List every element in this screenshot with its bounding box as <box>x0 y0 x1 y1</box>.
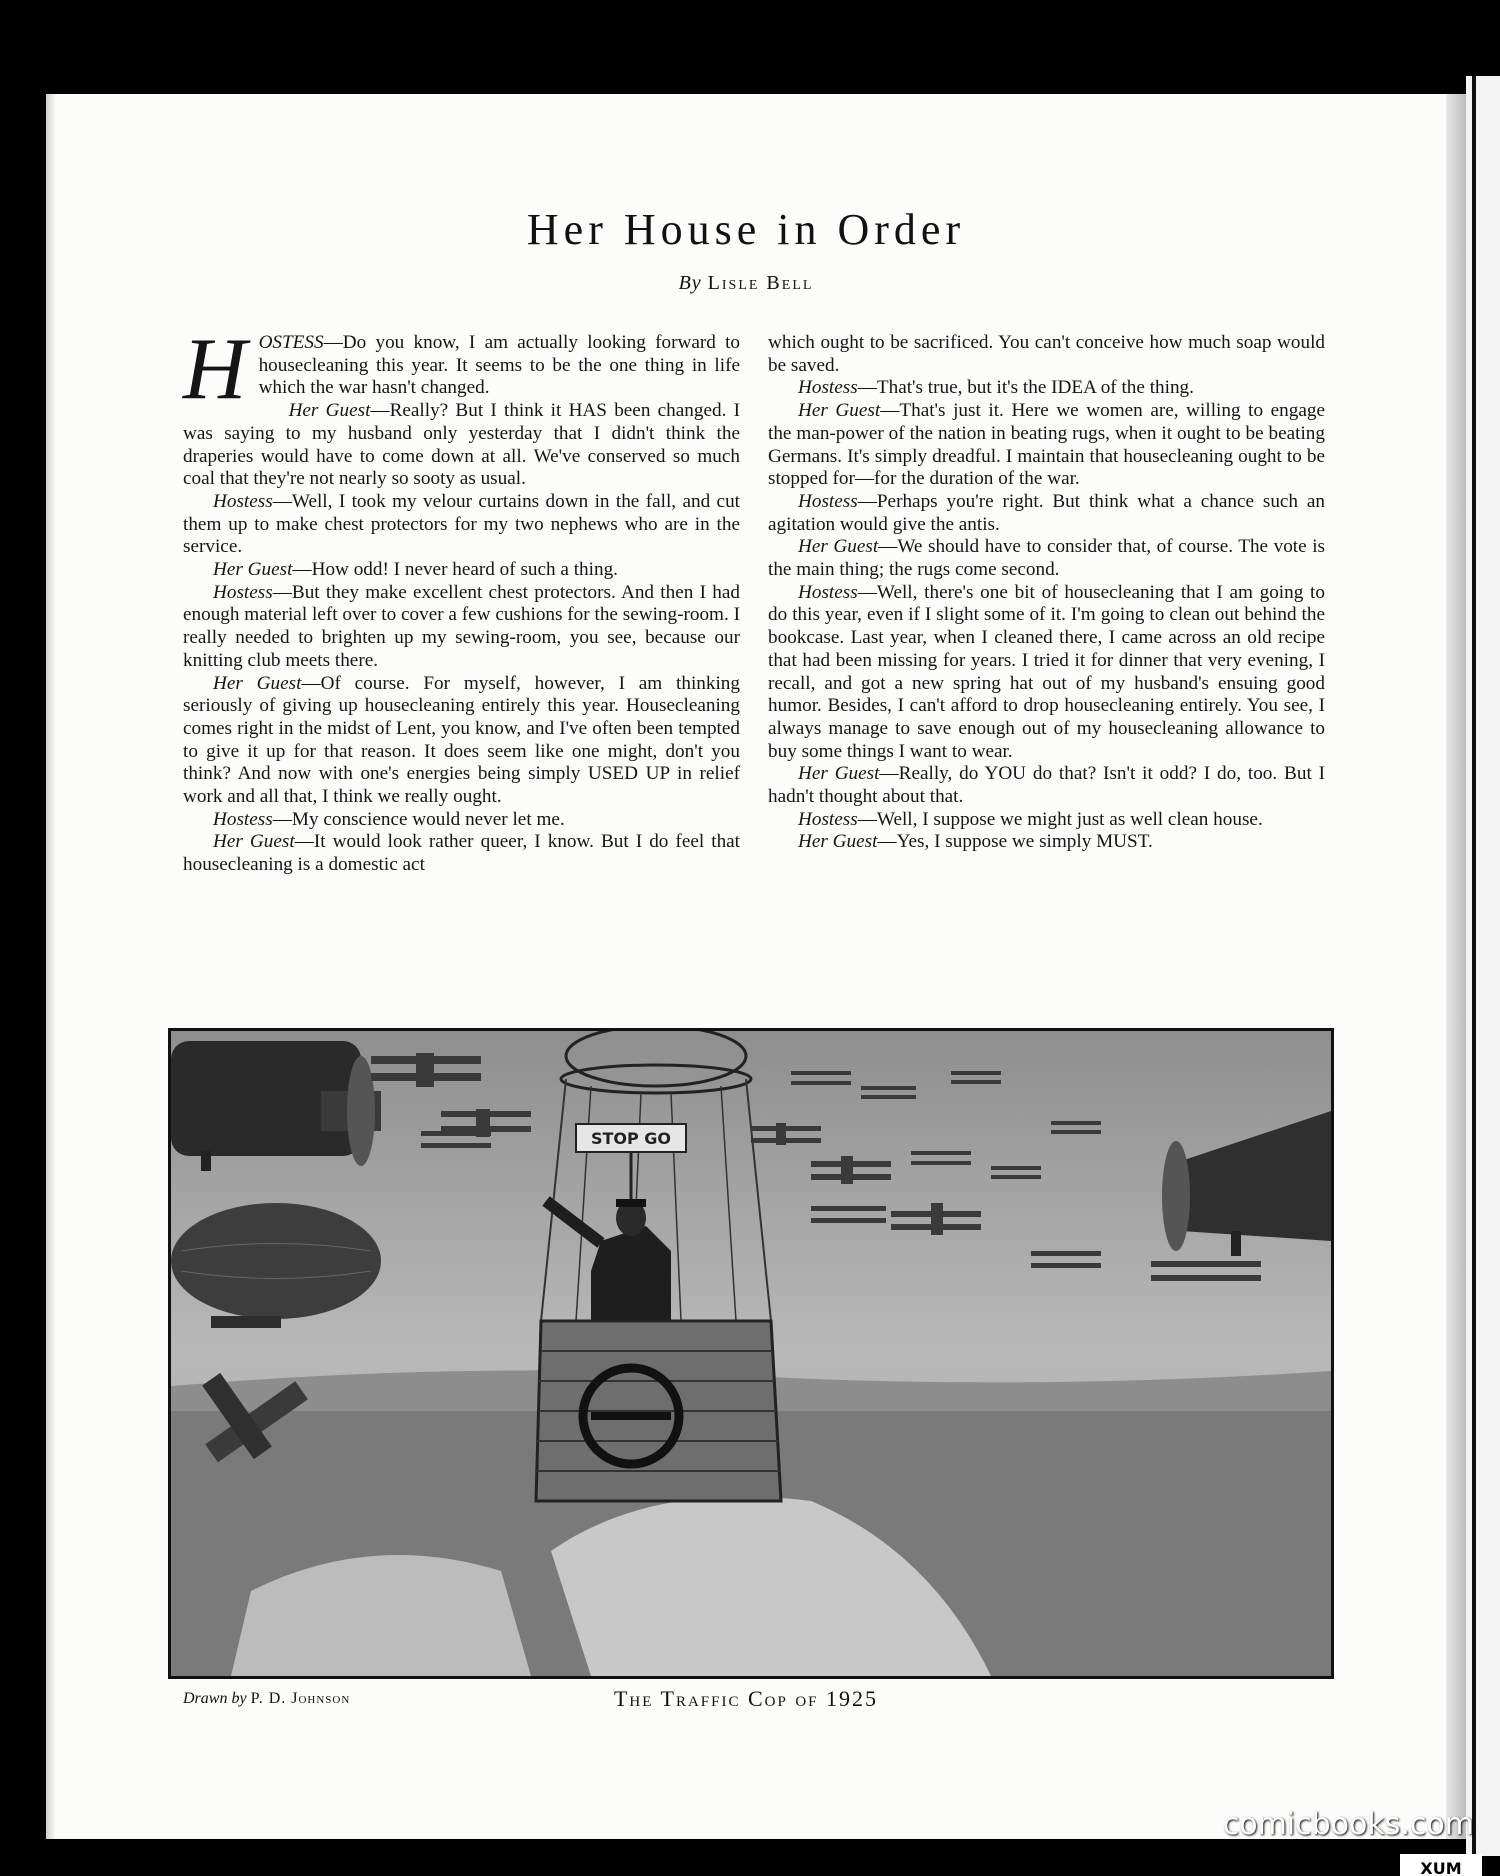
paragraph-text: —Do you know, I am actually looking forward to housecleaning this year. It seems to be the one thing in life which the war hasn't changed. <box>258 332 740 399</box>
dialogue-paragraph <box>768 536 1325 581</box>
paragraph-text: —How odd! I never heard of such a thing. <box>292 559 618 581</box>
paragraph-text: —My conscience would never let me. <box>272 808 565 830</box>
paragraph-text: —Well, I suppose we might just as well clean house. <box>857 808 1263 830</box>
speaker-label: Her Guest <box>798 763 880 785</box>
paragraph-text: —That's just it. Here we women are, willing to engage the man-power of the nation in beating rugs, when it ought to be beating Germans. It's simply dreadful. I maintain that housecleaning ought to be stopped for—for the duration of the war. <box>768 400 1325 490</box>
speaker-label: Her Guest <box>798 536 879 558</box>
article-title: Her House in Order <box>526 205 966 254</box>
credit-prefix: Drawn by <box>183 1690 247 1707</box>
continuation-paragraph: which ought to be sacrificed. You can't conceive how much soap would be saved. <box>768 332 1325 376</box>
page-edge-shadow <box>46 94 56 1839</box>
speaker-label: Her Guest <box>213 559 293 581</box>
speaker-label: Hostess <box>798 490 858 512</box>
speaker-label: Hostess <box>798 377 858 399</box>
text-column-left <box>183 321 741 877</box>
paragraph-text: —Really, do YOU do that? Isn't it odd? I do, too. But I hadn't thought about that. <box>768 763 1326 808</box>
speaker-label: Hostess <box>798 581 858 603</box>
speaker-label: Her Guest <box>288 400 371 422</box>
corner-tag: XUM <box>1400 1854 1482 1876</box>
dialogue-paragraph <box>183 673 740 809</box>
credit-name: P. D. Johnson <box>250 1690 351 1707</box>
speaker-label: Hostess <box>213 490 273 512</box>
byline-prefix: By <box>678 272 702 294</box>
byline-author: Lisle Bell <box>707 272 814 294</box>
dialogue-paragraph <box>183 809 740 832</box>
paragraph-text: —Yes, I suppose we simply MUST. <box>877 831 1153 853</box>
dialogue-paragraph <box>183 582 740 673</box>
speaker-label: OSTESS <box>258 332 324 353</box>
paragraph-text: —We should have to consider that, of course. The vote is the main thing; the rugs come second. <box>768 536 1325 581</box>
speaker-label: Her Guest <box>213 831 295 853</box>
paragraph-text: —Well, I took my velour curtains down in the fall, and cut them up to make chest protectors for my two nephews who are in the service. <box>183 490 740 558</box>
paragraph-text: —But they make excellent chest protectors. And then I had enough material left over to cover a few cushions for the sewing-room. I really needed to brighten up my sewing-room, you see, because our knitting club meets there. <box>183 581 740 671</box>
magazine-page <box>46 94 1446 1839</box>
paragraph-text: —That's true, but it's the IDEA of the thing. <box>857 377 1194 399</box>
speaker-label: Hostess <box>798 808 858 830</box>
illustration-drawing <box>171 1031 1331 1676</box>
speaker-label: Hostess <box>213 808 273 830</box>
illustration-caption: The Traffic Cop of 1925 <box>613 1686 879 1711</box>
sign-label: STOP GO <box>590 1129 672 1148</box>
paragraph-text: —Of course. For myself, however, I am thinking seriously of giving up housecleaning entirely this year. Housecleaning comes right in the midst of Lent, you know, and I've often been tempted to give it up for that reason. It does seem like one might, don't you think? And now with one's energies being simply USED UP in relief work and all that, I think we really ought. <box>183 672 740 808</box>
speaker-label: Her Guest <box>798 400 881 422</box>
dialogue-paragraph <box>183 400 740 491</box>
speaker-label: Hostess <box>213 581 273 603</box>
dialogue-paragraph <box>768 582 1325 764</box>
dialogue-paragraph <box>768 831 1325 854</box>
paragraph-text: —Well, there's one bit of housecleaning that I am going to do this year, even if I slight some of it. I'm going to clean out behind the bookcase. Last year, when I cleaned there, I came across an old recipe that had been missing for years. I tried it for dinner that very evening, I recall, and got a new spring hat out of my husband's ensuing good humor. Besides, I can't afford to drop housecleaning entirely. You see, I always manage to save enough out of my housecleaning allowance to buy some things I want to wear. <box>768 581 1325 762</box>
text-column-right <box>768 332 1325 854</box>
paragraph-text: —It would look rather queer, I know. But I do feel that housecleaning is a domestic act <box>183 831 741 876</box>
dialogue-paragraph <box>183 491 740 559</box>
dialogue-paragraph <box>768 377 1325 400</box>
dialogue-paragraph <box>183 559 740 582</box>
drop-cap: H <box>183 321 247 418</box>
dialogue-paragraph <box>768 400 1325 491</box>
article-byline <box>46 272 1446 295</box>
dialogue-paragraph <box>183 831 740 876</box>
dialogue-paragraph <box>768 809 1325 832</box>
site-watermark: comicbooks.com <box>1222 1807 1474 1842</box>
dialogue-paragraph <box>768 763 1325 808</box>
paragraph-text: —Perhaps you're right. But think what a chance such an agitation would give the antis. <box>768 490 1325 535</box>
speaker-label: Her Guest <box>213 672 302 694</box>
adjacent-page-edge <box>1466 76 1500 1856</box>
page-gutter <box>1446 94 1466 1839</box>
paragraph-text: —Really? But I think it HAS been changed. I was saying to my husband only yesterday that I didn't think the draperies would have to come down at all. We've conserved so much coal that they're not nearly so sooty as usual. <box>183 400 740 490</box>
monoplane-left <box>171 1041 381 1171</box>
illustration-traffic-cop <box>168 1028 1334 1679</box>
speaker-label: Her Guest <box>798 831 878 853</box>
dialogue-paragraph <box>768 491 1325 536</box>
